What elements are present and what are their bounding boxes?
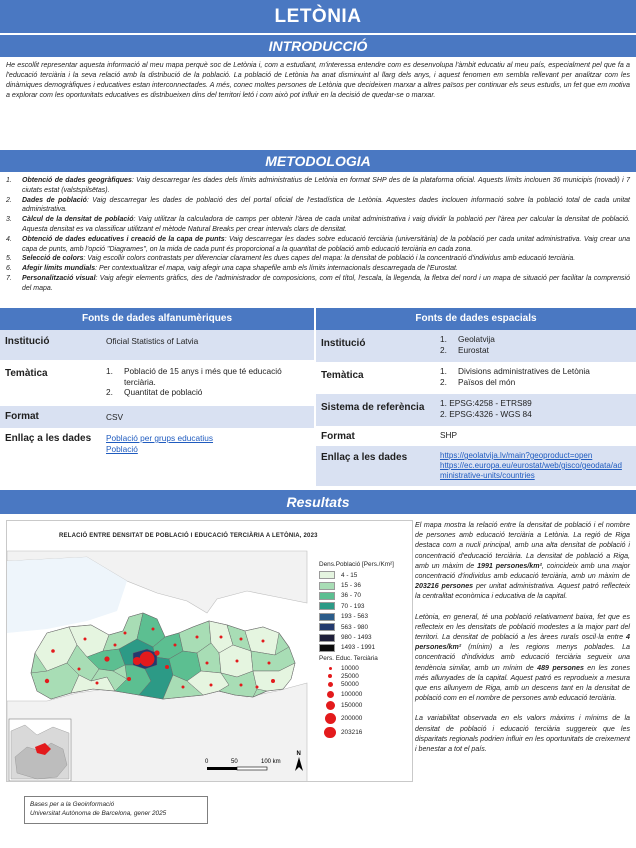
legend-label: 200000: [341, 714, 363, 722]
item-title: Càlcul de la densitat de població: [22, 216, 134, 224]
legend-label: 50000: [341, 681, 359, 689]
edu-dot: [104, 656, 109, 661]
legend-swatch: [319, 644, 335, 652]
item-title: Selecció de colors: [22, 255, 84, 263]
tematica-list: [106, 366, 310, 398]
edu-dot: [127, 677, 131, 681]
item-body: [22, 254, 630, 264]
item-text: : Vaig afegir elements gràfics, des de l'administrador de composicions, com el títol, l'escala, la llegenda, la fletxa del nord i un mapa de situació per facilitar la comprensió del mapa.: [22, 274, 630, 292]
row-label: Temàtica: [5, 368, 48, 379]
row-value: [436, 362, 594, 394]
edu-dot: [96, 682, 99, 685]
legend-density-item: [319, 622, 394, 632]
edu-dot: [154, 650, 159, 655]
north-label: N: [296, 751, 301, 757]
legend-label: 980 - 1493: [341, 634, 372, 642]
data-link[interactable]: Població: [106, 443, 138, 454]
page-title: LETÒNIA: [0, 0, 636, 33]
list-text: Població de 15 anys i més que té educació terciària.: [124, 366, 282, 387]
results-paragraph: [415, 713, 630, 754]
legend-label: 563 - 980: [341, 623, 369, 631]
footer-line: Bases per a la Geoinformació: [30, 801, 115, 808]
item-text: : Vaig descarregar les dades dels límits administratius de Letònia en format SHP des de la plataforma oficial. Aquests límits inclouen 36 municipis (novadi) i 7 ciutats estat (valstspilsētas).: [22, 177, 630, 194]
results-paragraph: [415, 612, 630, 704]
edu-dot: [220, 636, 223, 639]
legend-edu-item: [319, 672, 394, 680]
legend-density-title: Dens.Població [Pers./Km²]: [319, 561, 394, 568]
item-body: [22, 196, 630, 216]
legend-dot: [324, 727, 336, 739]
list-item: [440, 334, 495, 345]
intro-text: He escollit representar aquesta informació al meu mapa perquè soc de Letònia i, com a estudiant, m'interessa entendre com es desenvolupa l'àmbit educatiu al meu país, especialment pel que fa a l'educació terciària i la seva relació amb la distribució de la població. La població de Letònia ha anat disminuint al llarg dels anys, i aquest fenomen em sembla rellevant per analitzar com les dinàmiques demogràfiques i educatives estan interconnectades. A més, conec moltes persones de Letònia que decideixen marxar a altres països per continuar els seus estudis, un fet que em motiva a explorar com les oportunitats educatives es distribueixen dins del territori letó i com això pot influir en la decisió de quedar-se o marxar.: [6, 61, 630, 99]
text-run: La variabilitat observada en els valors màxims i mínims de la densitat de població i educació terciària suggereix que les disparitats regionals podrien influir en les oportunitats de creixement i benestar a tot el país.: [415, 714, 630, 754]
data-link[interactable]: https://geolatvija.lv/main?geoproduct=open: [440, 451, 593, 460]
edu-dot: [206, 662, 209, 665]
item-title: Personalització visual: [22, 274, 96, 282]
table-row: [0, 360, 314, 406]
list-number: 1.: [440, 366, 447, 376]
legend-edu-item: [319, 664, 394, 672]
item-body: [22, 235, 630, 255]
item-text: : Vaig descarregar les dades sobre educació terciària (universitària) de la població per cada unitat administrativa. Vaig crear una capa de punts, amb l'opció "Diagrames", on la mida de cada punt és proporcional a la quantitat de població amb educació terciària en cada zona.: [22, 235, 631, 253]
row-label: Enllaç a les dades: [5, 433, 92, 444]
legend-label: 193 - 563: [341, 613, 369, 621]
item-body: [22, 176, 630, 196]
item-number: 2.: [6, 196, 12, 204]
item-number: 6.: [6, 265, 12, 273]
map-frame: [6, 520, 413, 782]
legend-edu-item: [319, 725, 394, 740]
legend-label: 150000: [341, 701, 363, 709]
item-title: Dades de població: [22, 196, 87, 204]
legend-dot: [328, 674, 332, 678]
row-value: CSV: [106, 412, 124, 422]
row-value: Oficial Statistics of Latvia: [106, 336, 199, 346]
legend-label: 15 - 36: [341, 582, 361, 590]
table-heading: Fonts de dades espacials: [316, 308, 636, 330]
table-row: [316, 330, 636, 362]
edu-dot: [210, 684, 213, 687]
methodology-list: [6, 176, 630, 294]
legend-label: 1493 - 1991: [341, 644, 376, 652]
alphanumeric-sources-table: [0, 308, 314, 458]
list-text: Eurostat: [458, 344, 489, 355]
item-text: : Vaig utilitzar la calculadora de camps per obtenir l'àrea de cada unitat administrativa i vaig dividir la població per l'àrea per calcular la densitat de població. Aquesta densitat es va classificar utilitzant el mètode Natural Breaks per crear intervals clars de densitat.: [22, 216, 631, 233]
methodology-heading: METODOLOGIA: [0, 150, 636, 172]
list-number: 1.: [106, 366, 113, 376]
legend-label: 36 - 70: [341, 592, 361, 600]
highlight-value: 4 persones/km²: [415, 633, 630, 652]
edu-dot: [152, 628, 155, 631]
text-run: (mínim) a les regions menys poblades. La concentració d'individus amb educació terciària segueix una tendència similar, amb un mínim de: [415, 643, 630, 672]
legend-edu-item: [319, 711, 394, 725]
item-text: : Per contextualitzar el mapa, vaig afegir una capa shapefile amb els límits internacionals descarregada de l'Eurostat.: [95, 265, 458, 273]
legend-dot: [326, 701, 335, 710]
edu-dot: [182, 686, 185, 689]
edu-dot: [256, 686, 259, 689]
list-number: 1.: [440, 334, 447, 344]
legend-swatch: [319, 602, 335, 610]
edu-dot: [124, 632, 127, 635]
map-title: RELACIÓ ENTRE DENSITAT DE POBLACIÓ I EDUCACIÓ TERCIÀRIA A LETÒNIA, 2023: [59, 533, 318, 539]
legend-density-item: [319, 570, 394, 580]
list-item: [106, 387, 310, 398]
results-heading: Resultats: [0, 490, 636, 514]
legend-edu-title: Pers. Educ. Terciària: [319, 655, 378, 663]
row-value: [436, 394, 536, 426]
scale-label: 0: [205, 759, 209, 765]
table-heading: Fonts de dades alfanumèriques: [0, 308, 314, 330]
highlight-value: 203216 persones: [415, 582, 474, 591]
row-value: [436, 330, 499, 362]
row-value: SHP: [440, 430, 458, 440]
locator-inset: [9, 719, 71, 781]
legend-label: 100000: [341, 690, 363, 698]
edu-dot: [140, 652, 155, 667]
text-run: El mapa mostra la relació entre la densitat de població i el nombre de persones amb educació terciària a Letònia. La regió de Riga destaca com a nucli principal, amb una alta densitat de població i concentració d'educació terciària. La densitat de població a Riga, amb un màxim de: [415, 521, 630, 570]
methodology-item: [6, 215, 630, 235]
scale-label: 50: [231, 759, 238, 765]
tematica-list: [440, 366, 590, 387]
table-row: [0, 330, 314, 360]
edu-dot: [174, 644, 177, 647]
methodology-item: [6, 264, 630, 274]
item-number: 4.: [6, 235, 12, 243]
legend-label: 203216: [341, 729, 363, 737]
edu-dot: [240, 684, 243, 687]
edu-dot: [262, 640, 265, 643]
row-value: [102, 360, 314, 406]
legend-edu-item: [319, 680, 394, 689]
legend-label: 70 - 193: [341, 602, 365, 610]
municipalities: [31, 613, 295, 699]
crs-item: 2. EPSG:4326 - WGS 84: [440, 408, 532, 419]
item-title: Obtenció de dades geogràfiques: [22, 177, 132, 184]
text-run: , coincideix amb una major concentració d'individus amb educació terciària, amb un màxim de: [415, 561, 630, 581]
data-link[interactable]: https://ec.europa.eu/eurostat/web/gisco/geodata/administrative-units/countries: [440, 461, 622, 480]
edu-dot: [133, 657, 141, 665]
legend-label: 10000: [341, 664, 359, 672]
list-number: 2.: [440, 376, 447, 387]
legend-dot: [325, 713, 336, 724]
row-label: Temàtica: [321, 370, 364, 381]
text-run: per unitat administrativa. Aquest patró reflecteix la centralitat econòmica i educativa de la capital.: [415, 582, 630, 601]
edu-dot: [268, 662, 271, 665]
legend-swatch: [319, 634, 335, 642]
text-run: Letònia, en general, té una població relativament baixa, fet que es reflecteix en les densitats de població modestes a la major part del territori. La densitat de població a les àrees rurals oscil·la entre: [415, 612, 630, 642]
legend-density-list: [319, 570, 394, 653]
table-row: [0, 406, 314, 428]
legend-edu-list: [319, 664, 394, 740]
legend-edu-item: [319, 699, 394, 711]
legend-density-item: [319, 601, 394, 611]
table-row: [316, 446, 636, 486]
list-item: [440, 345, 495, 356]
results-text: [415, 520, 630, 764]
legend-dot: [329, 667, 332, 670]
intro-heading: INTRODUCCIÓ: [0, 35, 636, 57]
row-label: Enllaç a les dades: [321, 452, 408, 463]
institucio-list: [440, 334, 495, 355]
footer-credits: [24, 796, 208, 824]
item-title: Obtenció de dades educatives i creació de la capa de punts: [22, 235, 225, 243]
map-legend: [319, 561, 394, 740]
item-body: [22, 215, 630, 235]
row-label: Sistema de referència: [321, 402, 425, 413]
crs-item: 1. EPSG:4258 - ETRS89: [440, 398, 532, 408]
legend-dot: [327, 691, 334, 698]
legend-density-item: [319, 643, 394, 653]
edu-dot: [271, 679, 275, 683]
results-paragraph: [415, 520, 630, 602]
legend-density-item: [319, 612, 394, 622]
table-row: [316, 426, 636, 446]
table-row: [0, 428, 314, 458]
methodology-item: [6, 254, 630, 264]
legend-swatch: [319, 571, 335, 579]
legend-density-item: [319, 580, 394, 590]
legend-swatch: [319, 582, 335, 590]
list-text: Quantitat de població: [124, 387, 203, 397]
edu-dot: [45, 679, 49, 683]
methodology-item: [6, 176, 630, 196]
item-number: 5.: [6, 255, 12, 263]
table-row: [316, 394, 636, 426]
list-item: [106, 366, 310, 387]
list-item: [440, 377, 590, 388]
item-body: [22, 274, 630, 294]
edu-dot: [114, 644, 117, 647]
footer-line: Universitat Autònoma de Barcelona, gener 2025: [30, 810, 167, 817]
edu-dot: [51, 649, 55, 653]
legend-density-item: [319, 591, 394, 601]
item-number: 1.: [6, 177, 12, 184]
row-value: [436, 446, 632, 486]
row-label: Institució: [321, 338, 366, 349]
edu-dot: [165, 665, 169, 669]
row-label: Format: [321, 431, 355, 442]
list-text: Països del món: [458, 376, 516, 387]
item-body: [22, 264, 630, 274]
list-text: Divisions administratives de Letònia: [458, 366, 590, 376]
row-label: Format: [5, 411, 39, 422]
scale-label: 100 km: [261, 759, 281, 765]
item-text: : Vaig descarregar les dades de població des del portal oficial de l'estadística de Letònia. Aquestes dades inclouen informació sobre la població total de cada unitat administrativa.: [22, 196, 630, 214]
edu-dot: [240, 638, 243, 641]
row-value: [102, 428, 217, 458]
edu-dot: [78, 668, 81, 671]
edu-dot: [84, 638, 87, 641]
methodology-item: [6, 274, 630, 294]
legend-edu-item: [319, 689, 394, 699]
legend-label: 25000: [341, 672, 359, 680]
list-item: [440, 366, 590, 377]
item-number: 3.: [6, 216, 12, 224]
methodology-item: [6, 235, 630, 255]
highlight-value: 1991 persones/km²: [477, 561, 542, 570]
highlight-value: 489 persones: [537, 663, 584, 672]
table-row: [316, 362, 636, 394]
edu-dot: [196, 636, 199, 639]
legend-dot: [328, 682, 333, 687]
legend-swatch: [319, 613, 335, 621]
methodology-item: [6, 196, 630, 216]
legend-swatch: [319, 592, 335, 600]
legend-label: 4 - 15: [341, 571, 358, 579]
list-number: 2.: [106, 387, 113, 397]
legend-density-item: [319, 632, 394, 642]
item-number: 7.: [6, 274, 12, 282]
edu-dot: [236, 660, 239, 663]
list-text: Geolatvija: [458, 334, 495, 344]
legend-swatch: [319, 623, 335, 631]
row-label: Institució: [5, 336, 50, 347]
list-number: 2.: [440, 344, 447, 355]
data-link[interactable]: Població per grups educatius: [106, 433, 214, 443]
item-title: Afegir límits mundials: [22, 265, 96, 273]
text-run: en les zones més allunyades de la capital. Aquest patró es reprodueix a mesura que ens allunyem de Riga, amb un descens tant en la densitat de població com en el nombre de persones amb educació terciària.: [415, 663, 630, 703]
item-text: : Vaig escollir colors contrastats per diferenciar clarament les dues capes del mapa: la densitat de població i la concentració d'individus amb educació terciària.: [83, 255, 576, 263]
spatial-sources-table: [316, 308, 636, 486]
scale-bar: [207, 767, 267, 770]
